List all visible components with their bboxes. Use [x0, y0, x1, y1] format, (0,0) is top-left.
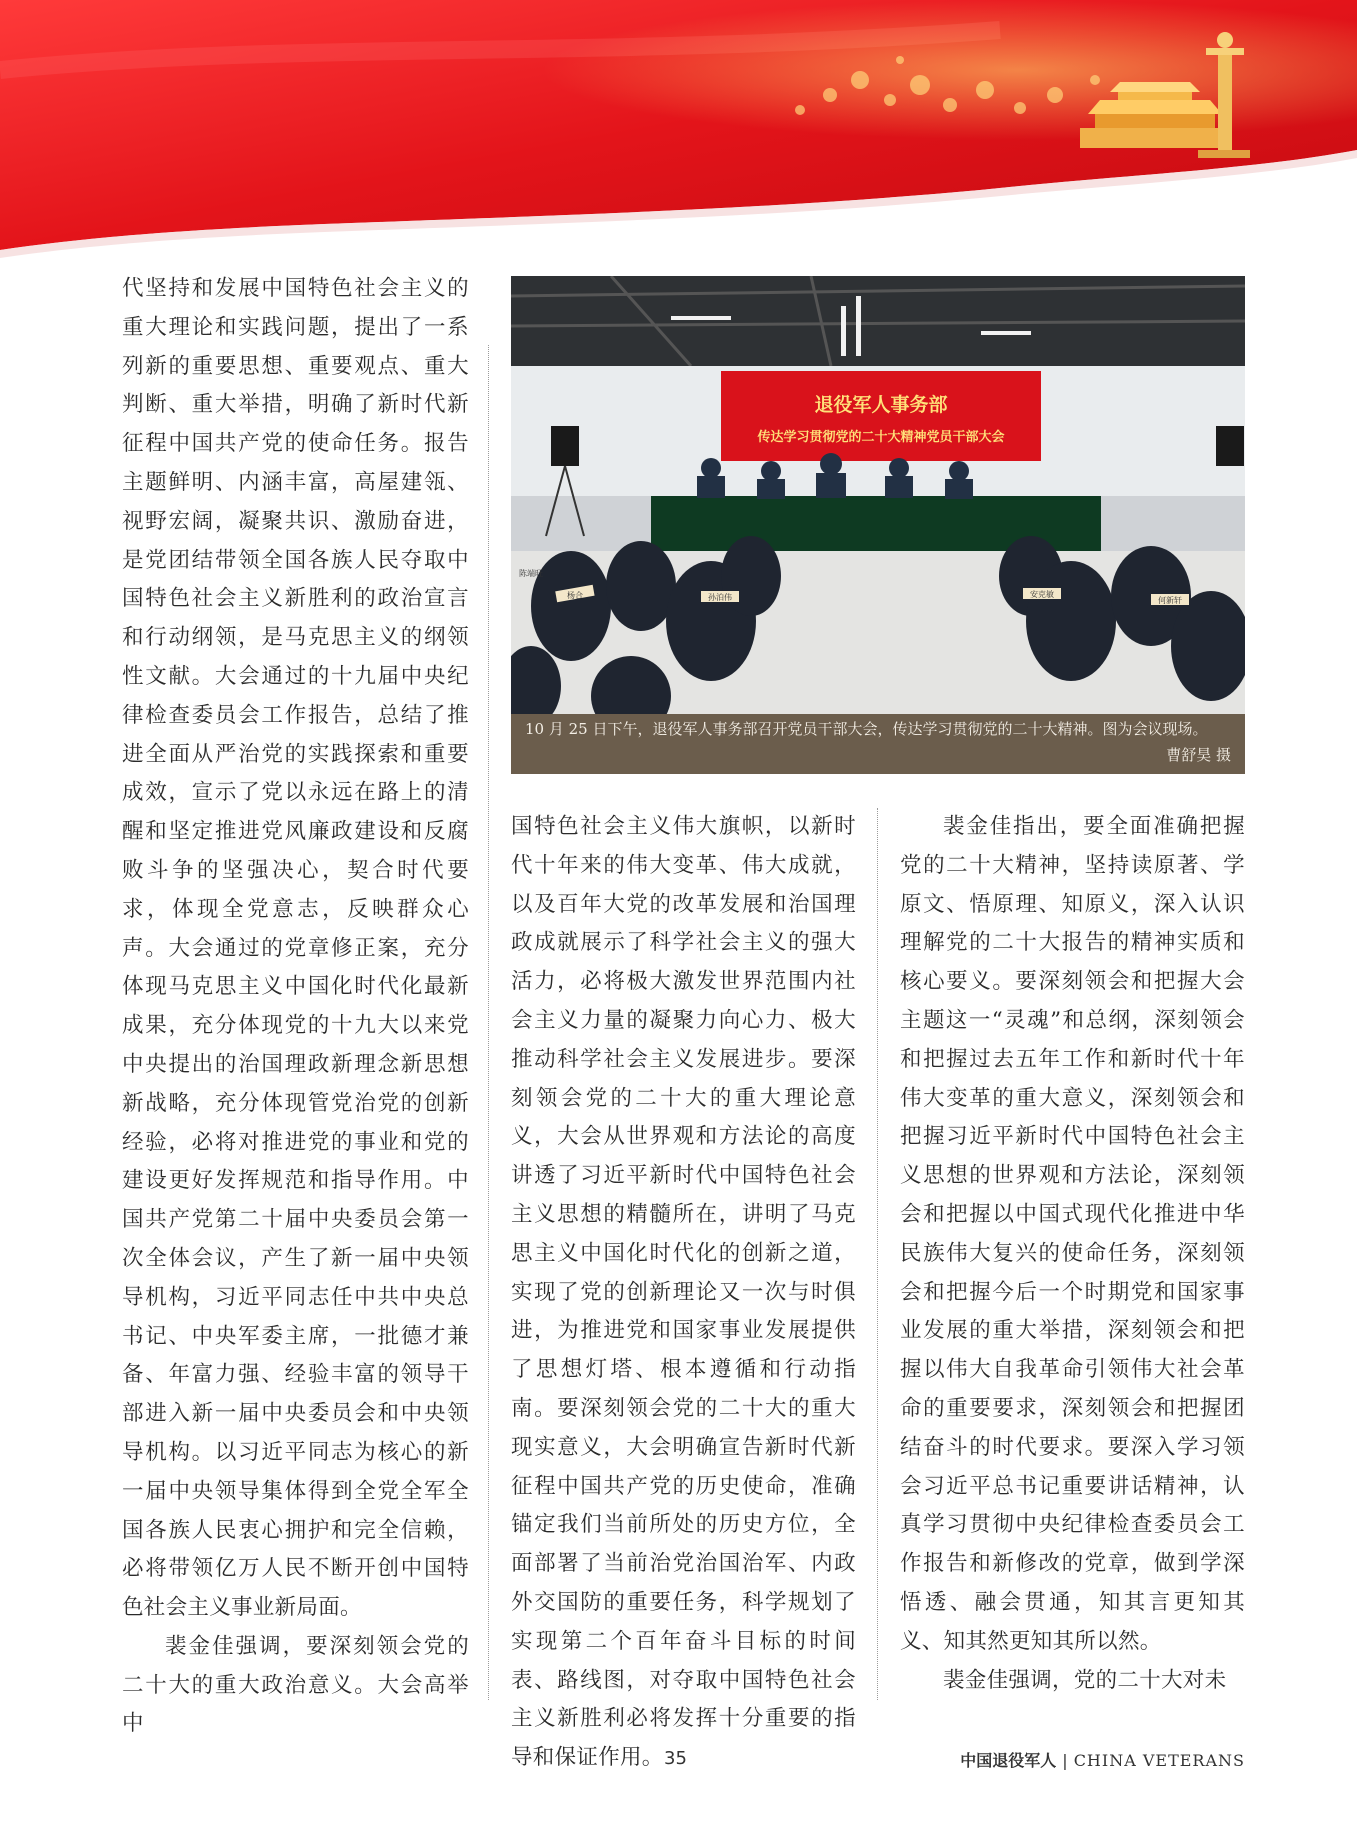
- meeting-photo: [511, 276, 1245, 714]
- nameplate-label: 孙泊伟: [708, 593, 732, 602]
- photo-credit: 曹舒昊 摄: [1166, 746, 1231, 764]
- text-column-3: [900, 808, 1245, 1700]
- page-number: 35: [664, 1748, 687, 1769]
- paragraph: 国特色社会主义伟大旗帜，以新时代十年来的伟大变革、伟大成就，以及百年大党的改革发展和治国理政成就展示了科学社会主义的强大活力，必将极大激发世界范围内社会主义力量的凝聚力向心力、极大推动科学社会主义发展进步。要深刻领会党的二十大的重大理论意义，大会从世界观和方法论的高度讲透了习近平新时代中国特色社会主义思想的精髓所在，讲明了马克思主义中国化时代化的创新之道，实现了党的创新理论又一次与时俱进，为推进党和国家事业发展提供了思想灯塔、根本遵循和行动指南。要深刻领会党的二十大的重大现实意义，大会明确宣告新时代新征程中国共产党的历史使命，准确锚定我们当前所处的历史方位，全面部署了当前治党治国治军、内政外交国防的重要任务，科学规划了实现第二个百年奋斗目标的时间表、路线图，对夺取中国特色社会主义新胜利必将发挥十分重要的指导和保证作用。: [511, 814, 856, 1771]
- meeting-banner: [721, 371, 1041, 461]
- paragraph: 裴金佳强调，党的二十大对未: [943, 1667, 1227, 1693]
- nameplate-label: 何新轩: [1158, 596, 1182, 605]
- nameplate-label: 杨合: [567, 591, 583, 600]
- brand-chinese: 中国退役军人: [960, 1751, 1057, 1770]
- column-divider: [877, 808, 878, 1700]
- banner-subtitle: 传达学习贯彻党的二十大精神党员干部大会: [757, 429, 1005, 444]
- column-divider: [488, 345, 489, 1700]
- banner-title: 退役军人事务部: [814, 395, 948, 416]
- header-banner: [0, 0, 1357, 260]
- paragraph: 代坚持和发展中国特色社会主义的重大理论和实践问题，提出了一系列新的重要思想、重要观点、重大判断、重大举措，明确了新时代新征程中国共产党的使命任务。报告主题鲜明、内涵丰富，高屋建瓴、视野宏阔，凝聚共识、激励奋进，是党团结带领全国各族人民夺取中国特色社会主义新胜利的政治宣言和行动纲领，是马克思主义的纲领性文献。大会通过的十九届中央纪律检查委员会工作报告，总结了推进全面从严治党的实践探索和重要成效，宣示了党以永远在路上的清醒和坚定推进党风廉政建设和反腐败斗争的坚强决心，契合时代要求，体现全党意志，反映群众心声。大会通过的党章修正案，充分体现马克思主义中国化时代化最新成果，充分体现党的十九大以来党中央提出的治国理政新理念新思想新战略，充分体现管党治党的创新经验，必将对推进党的事业和党的建设更好发挥规范和指导作用。中国共产党第二十届中央委员会第一次全体会议，产生了新一届中央领导机构，习近平同志任中共中央总书记、中央军委主席，一批德才兼备、年富力强、经验丰富的领导干部进入新一届中央委员会和中央领导机构。以习近平同志为核心的新一届中央领导集体得到全党全军全国各族人民衷心拥护和完全信赖，必将带领亿万人民不断开创中国特色社会主义事业新局面。: [122, 276, 469, 1621]
- photo-caption: [511, 714, 1245, 774]
- paragraph: 裴金佳指出，要全面准确把握党的二十大精神，坚持读原著、学原文、悟原理、知原义，深入认识理解党的二十大报告的精神实质和核心要义。要深刻领会和把握大会主题这一“灵魂”和总纲，深刻领会和把握过去五年工作和新时代十年伟大变革的重大意义，深刻领会和把握习近平新时代中国特色社会主义思想的世界观和方法论，深刻领会和把握以中国式现代化推进中华民族伟大复兴的使命任务，深刻领会和把握今后一个时期党和国家事业发展的重大举措，深刻领会和把握以伟大自我革命引领伟大社会革命的重要要求，深刻领会和把握团结奋斗的时代要求。要深入学习领会习近平总书记重要讲话精神，认真学习贯彻中央纪律检查委员会工作报告和新修改的党章，做到学深悟透、融会贯通，知其言更知其义、知其然更知其所以然。: [900, 814, 1245, 1654]
- nameplate-label: 陈端旺: [519, 569, 543, 578]
- text-column-1: [122, 270, 469, 1744]
- caption-text: 10 月 25 日下午，退役军人事务部召开党员干部大会，传达学习贯彻党的二十大精神。图为会议现场。: [525, 720, 1208, 738]
- footer-brand: [960, 1748, 1245, 1771]
- brand-separator: |: [1062, 1751, 1068, 1770]
- paragraph: 裴金佳强调，要深刻领会党的二十大的重大政治意义。大会高举中: [122, 1633, 469, 1737]
- nameplate-label: 安克敏: [1030, 590, 1054, 599]
- text-column-2: [511, 808, 856, 1778]
- brand-english: CHINA VETERANS: [1073, 1751, 1245, 1770]
